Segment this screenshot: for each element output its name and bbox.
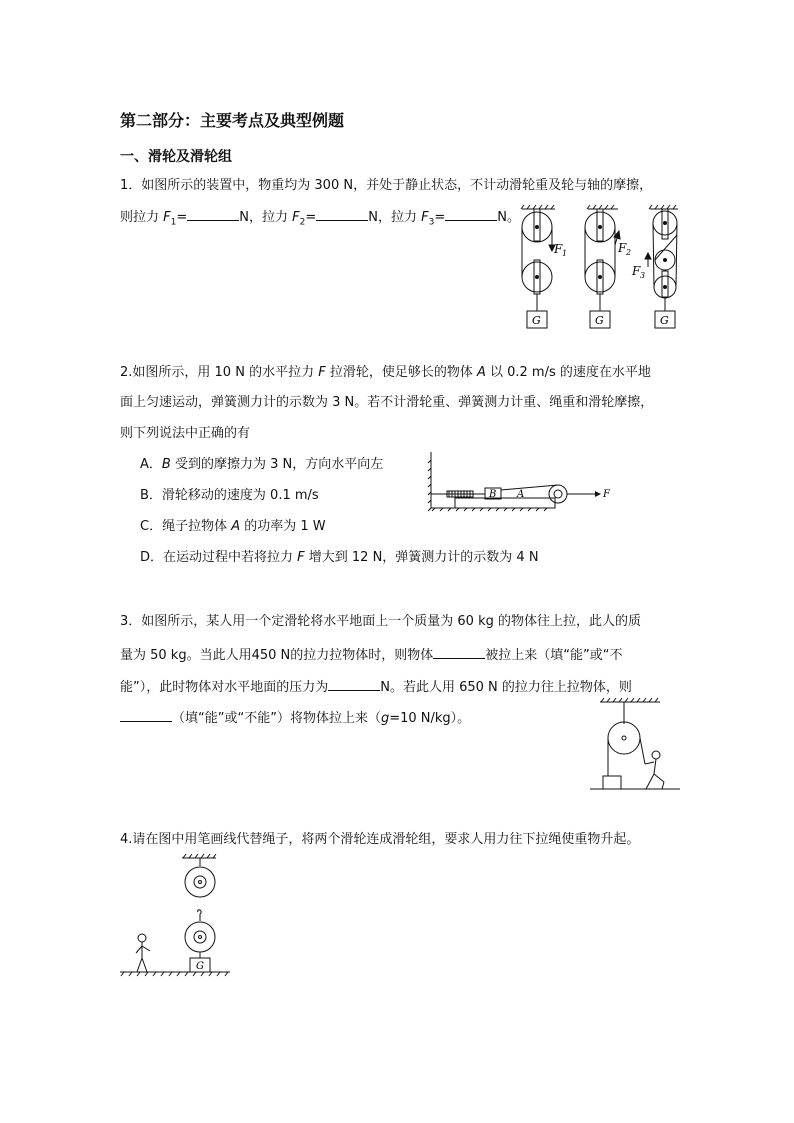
q3-figure — [590, 698, 680, 793]
q1-fig-f-sub2: 2 — [626, 248, 632, 257]
q2-fig-a-label: A — [517, 489, 525, 500]
q1-blank-f1[interactable] — [187, 206, 239, 221]
q4-text-line1: 4.请在图中用笔画线代替绳子，将两个滑轮连成滑轮组，要求人用力往下拉绳使重物升起。 — [120, 832, 640, 847]
q2-option-d[interactable]: D．在运动过程中若将拉力 F 增大到 12 N，弹簧测力计的示数为 4 N — [140, 550, 539, 565]
q2-text-line1: 2.如图所示，用 10 N 的水平拉力 F 拉滑轮，使足够长的物体 A 以 0.2 m/s 的速度在水平地 — [120, 365, 651, 380]
q2-option-b[interactable]: B．滑轮移动的速度为 0.1 m/s — [140, 488, 319, 503]
q1-blank-f2[interactable] — [316, 206, 368, 221]
q4-figure — [120, 854, 240, 979]
q2-text-line3: 则下列说法中正确的有 — [120, 426, 251, 441]
q1-fig-f-label: F — [618, 241, 627, 255]
q3-text-line1: 3．如图所示，某人用一个定滑轮将水平地面上一个质量为 60 kg 的物体往上拉，此人的质 — [120, 614, 641, 629]
q1-fig-g-label: G — [660, 314, 669, 327]
q1-fig-f-label: F — [554, 242, 563, 256]
q1-fig-f-sub1: 1 — [562, 249, 568, 258]
q2-fig-b-label: B — [489, 489, 497, 500]
section-title: 第二部分：主要考点及典型例题 — [120, 111, 345, 130]
q3-text-line2: 量为 50 kg。当此人用450 N的拉力拉物体时，则物体 被拉上来（填“能”或“不 — [120, 644, 622, 665]
q1-fig-f-sub3: 3 — [640, 271, 646, 280]
q2-option-a[interactable]: A．B 受到的摩擦力为 3 N，方向水平向左 — [140, 457, 384, 472]
q4-fig-g-label: G — [196, 961, 204, 972]
q1-fig-g-label: G — [595, 314, 604, 327]
q1-pulley-figure — [510, 205, 685, 330]
q2-figure — [425, 452, 615, 512]
q1-text-line2: 则拉力 $F_1= N$，拉力 $F_2= N$，拉力 $F_3= N$。 — [120, 206, 520, 232]
q2-text-line2: 面上匀速运动，弹簧测力计的示数为 3 N。若不计滑轮重、弹簧测力计重、绳重和滑轮摩擦， — [120, 395, 654, 410]
q2-fig-f-label: F — [603, 489, 610, 500]
q3-text-line3: 能”），此时物体对水平地面的压力为 N。若此人用 650 N 的拉力往上拉物体，则 — [120, 676, 632, 697]
q3-blank-3[interactable] — [120, 707, 172, 722]
q1-text-line1: 1．如图所示的装置中，物重均为 300 N，并处于静止状态，不计动滑轮重及轮与轴的摩擦， — [120, 178, 653, 193]
q1-fig-g-label: G — [532, 314, 541, 327]
q3-blank-2[interactable] — [328, 676, 380, 691]
q2-option-c[interactable]: C．绳子拉物体 A 的功率为 1 W — [140, 519, 326, 534]
subsection-title: 一、滑轮及滑轮组 — [120, 149, 232, 165]
q3-blank-1[interactable] — [433, 644, 485, 659]
q3-text-line4: （填“能”或“不能”）将物体拉上来（g=10 N/kg）。 — [120, 707, 470, 728]
q1-blank-f3[interactable] — [445, 206, 497, 221]
q1-fig-f-label: F — [632, 264, 641, 278]
